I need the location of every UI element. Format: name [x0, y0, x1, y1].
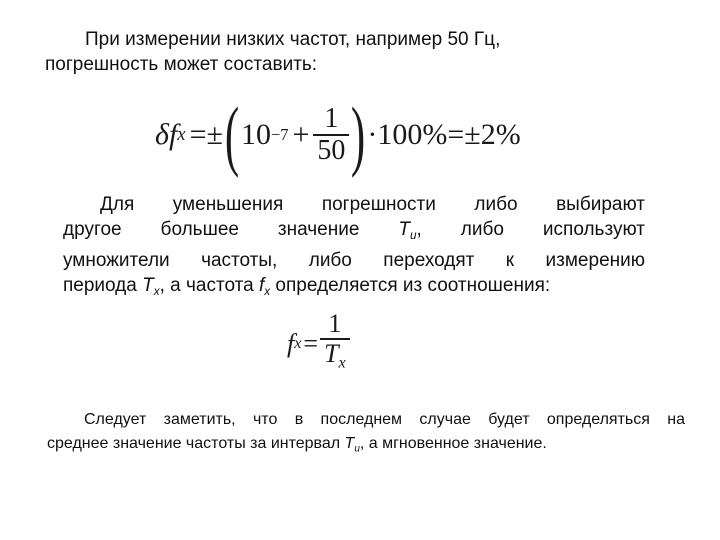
formula-fraction-denominator: 50 — [313, 134, 349, 166]
formula-f-subscript: x — [177, 124, 186, 145]
paragraph-methods — [63, 192, 645, 304]
frequency-symbol-fx: f — [258, 275, 265, 297]
formula-frequency-period — [287, 309, 350, 375]
paragraph-methods-line-4-text-end: определяется из соотношения: — [270, 275, 551, 297]
paragraph-methods-line-1-text: Для уменьшения погрешности либо выбирают — [100, 194, 645, 215]
paragraph-intro-line-2: погрешность может составить: — [45, 54, 318, 75]
paragraph-methods-line-1 — [63, 192, 645, 217]
paragraph-methods-line-2 — [63, 217, 645, 248]
period-symbol-Tx-subscript: x — [153, 285, 160, 299]
formula2-f: f — [287, 329, 295, 358]
paragraph-methods-line-3-text: умножители частоты, либо переходят к измерению — [63, 250, 645, 272]
paragraph-methods-line-2-text-end: , либо используют — [416, 219, 645, 240]
formula-fraction — [313, 104, 349, 166]
formula-ten: 10 — [240, 118, 271, 151]
formula2-T: T — [324, 339, 339, 369]
formula-equals-pm: =± — [189, 118, 223, 151]
note-symbol-Tu-subscript: u — [354, 443, 360, 455]
paragraph-note-line-1 — [47, 408, 685, 432]
paragraph-methods-line-4 — [63, 273, 645, 304]
note-symbol-Tu: T — [344, 435, 355, 452]
paragraph-intro — [45, 27, 585, 77]
formula2-T-subscript: x — [338, 354, 346, 372]
formula-fraction-numerator: 1 — [324, 103, 339, 134]
formula-times-100: ·100% — [367, 118, 448, 151]
formula2-fraction-numerator: 1 — [328, 309, 342, 339]
formula-exponent: −7 — [270, 125, 289, 144]
formula-frequency-error — [155, 91, 521, 178]
frequency-symbol-fx-subscript: x — [264, 285, 271, 299]
paragraph-methods-line-2-text: другое большее значение — [63, 219, 399, 240]
formula-result: =±2% — [447, 118, 521, 151]
paragraph-note — [47, 408, 685, 461]
formula-delta: δ — [155, 118, 169, 151]
paragraph-note-line-2-text: среднее значение частоты за интервал — [47, 435, 345, 452]
formula-open-paren: ( — [224, 91, 240, 178]
formula-close-paren: ) — [351, 91, 366, 178]
formula-plus: + — [292, 118, 310, 151]
period-symbol-Tu: T — [398, 219, 410, 240]
paragraph-note-line-2-text-end: , а мгновенное значение. — [359, 435, 547, 452]
paragraph-intro-line-1: При измерении низких частот, например 50 Гц, — [85, 29, 501, 50]
formula2-equals: = — [303, 329, 319, 358]
formula2-fraction-denominator — [320, 338, 350, 378]
formula2-f-subscript: x — [294, 335, 302, 352]
paragraph-methods-line-4-text-mid: , а частота — [159, 275, 259, 297]
formula2-fraction — [320, 310, 350, 378]
formula-f: f — [168, 118, 178, 151]
paragraph-note-line-2 — [47, 432, 685, 461]
paragraph-methods-line-3 — [63, 248, 645, 273]
period-symbol-Tu-subscript: u — [410, 229, 417, 243]
paragraph-methods-line-4-text: периода — [63, 275, 143, 297]
paragraph-note-line-1-text: Следует заметить, что в последнем случае будет определяться на — [84, 411, 685, 428]
period-symbol-Tx: T — [142, 275, 154, 297]
